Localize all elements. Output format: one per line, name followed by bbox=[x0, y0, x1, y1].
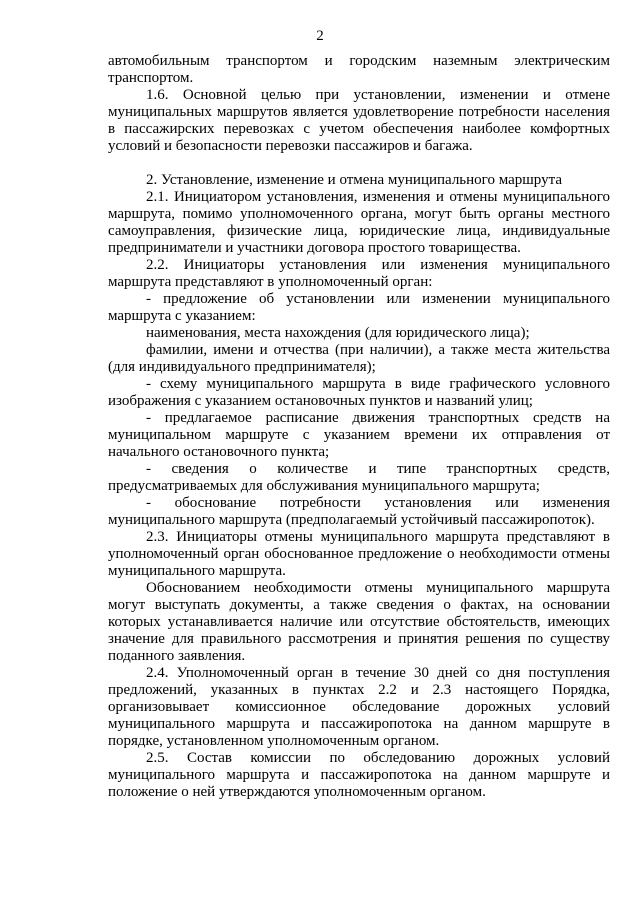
paragraph-2-5: 2.5. Состав комиссии по обследованию дорожных условий муниципального маршрута и пассажиропотока на данном маршруте и положение о ней утверждаются уполномоченным органом. bbox=[108, 750, 610, 800]
paragraph-2-1: 2.1. Инициатором установления, изменения и отмены муниципального маршрута, помимо уполномоченного органа, могут быть органы местного самоуправления, физические лица, юридические лица, индивидуальные предприниматели и участники договора простого товарищества. bbox=[108, 189, 610, 256]
paragraph-1-6: 1.6. Основной целью при установлении, изменении и отмене муниципальных маршрутов является удовлетворение потребности населения в пассажирских перевозках с учетом обеспечения наиболее комфортных условий и безопасности перевозки пассажиров и багажа. bbox=[108, 87, 610, 154]
page-number: 2 bbox=[316, 28, 324, 44]
list-item-proposal: - предложение об установлении или изменении муниципального маршрута с указанием: bbox=[108, 291, 610, 324]
list-item-schedule: - предлагаемое расписание движения транспортных средств на муниципальном маршруте с указанием времени их отправления от начального остановочного пункта; bbox=[108, 410, 610, 460]
paragraph-cancellation-basis: Обоснованием необходимости отмены муниципального маршрута могут выступать документы, а также сведения о фактах, на основании которых устанавливается наличие или отсутствие обстоятельств, имеющих значение для правильного рассмотрения и принятия решения по существу поданного заявления. bbox=[108, 580, 610, 664]
paragraph-2-4: 2.4. Уполномоченный орган в течение 30 дней со дня поступления предложений, указанных в пунктах 2.2 и 2.3 настоящего Порядка, организовывает комиссионное обследование дорожных условий муниципального маршрута и пассажиропотока на данном маршруте в порядке, установленном уполномоченным органом. bbox=[108, 665, 610, 749]
list-item-vehicles: - сведения о количестве и типе транспортных средств, предусматриваемых для обслуживания муниципального маршрута; bbox=[108, 461, 610, 494]
paragraph-2-2: 2.2. Инициаторы установления или изменения муниципального маршрута представляют в уполномоченный орган: bbox=[108, 257, 610, 290]
list-item-justification: - обоснование потребности установления или изменения муниципального маршрута (предполагаемый устойчивый пассажиропоток). bbox=[108, 495, 610, 528]
list-item-scheme: - схему муниципального маршрута в виде графического условного изображения с указанием остановочных пунктов и названий улиц; bbox=[108, 376, 610, 409]
document-body bbox=[108, 53, 610, 801]
section-heading-2: 2. Установление, изменение и отмена муниципального маршрута bbox=[146, 172, 562, 188]
paragraph-2-3: 2.3. Инициаторы отмены муниципального маршрута представляют в уполномоченный орган обоснованное предложение о необходимости отмены муниципального маршрута. bbox=[108, 529, 610, 579]
paragraph-continuation: автомобильным транспортом и городским наземным электрическим транспортом. bbox=[108, 53, 610, 86]
list-subitem-fio: фамилии, имени и отчества (при наличии), а также места жительства (для индивидуального предпринимателя); bbox=[108, 342, 610, 375]
list-subitem-name: наименования, места нахождения (для юридического лица); bbox=[146, 325, 530, 341]
